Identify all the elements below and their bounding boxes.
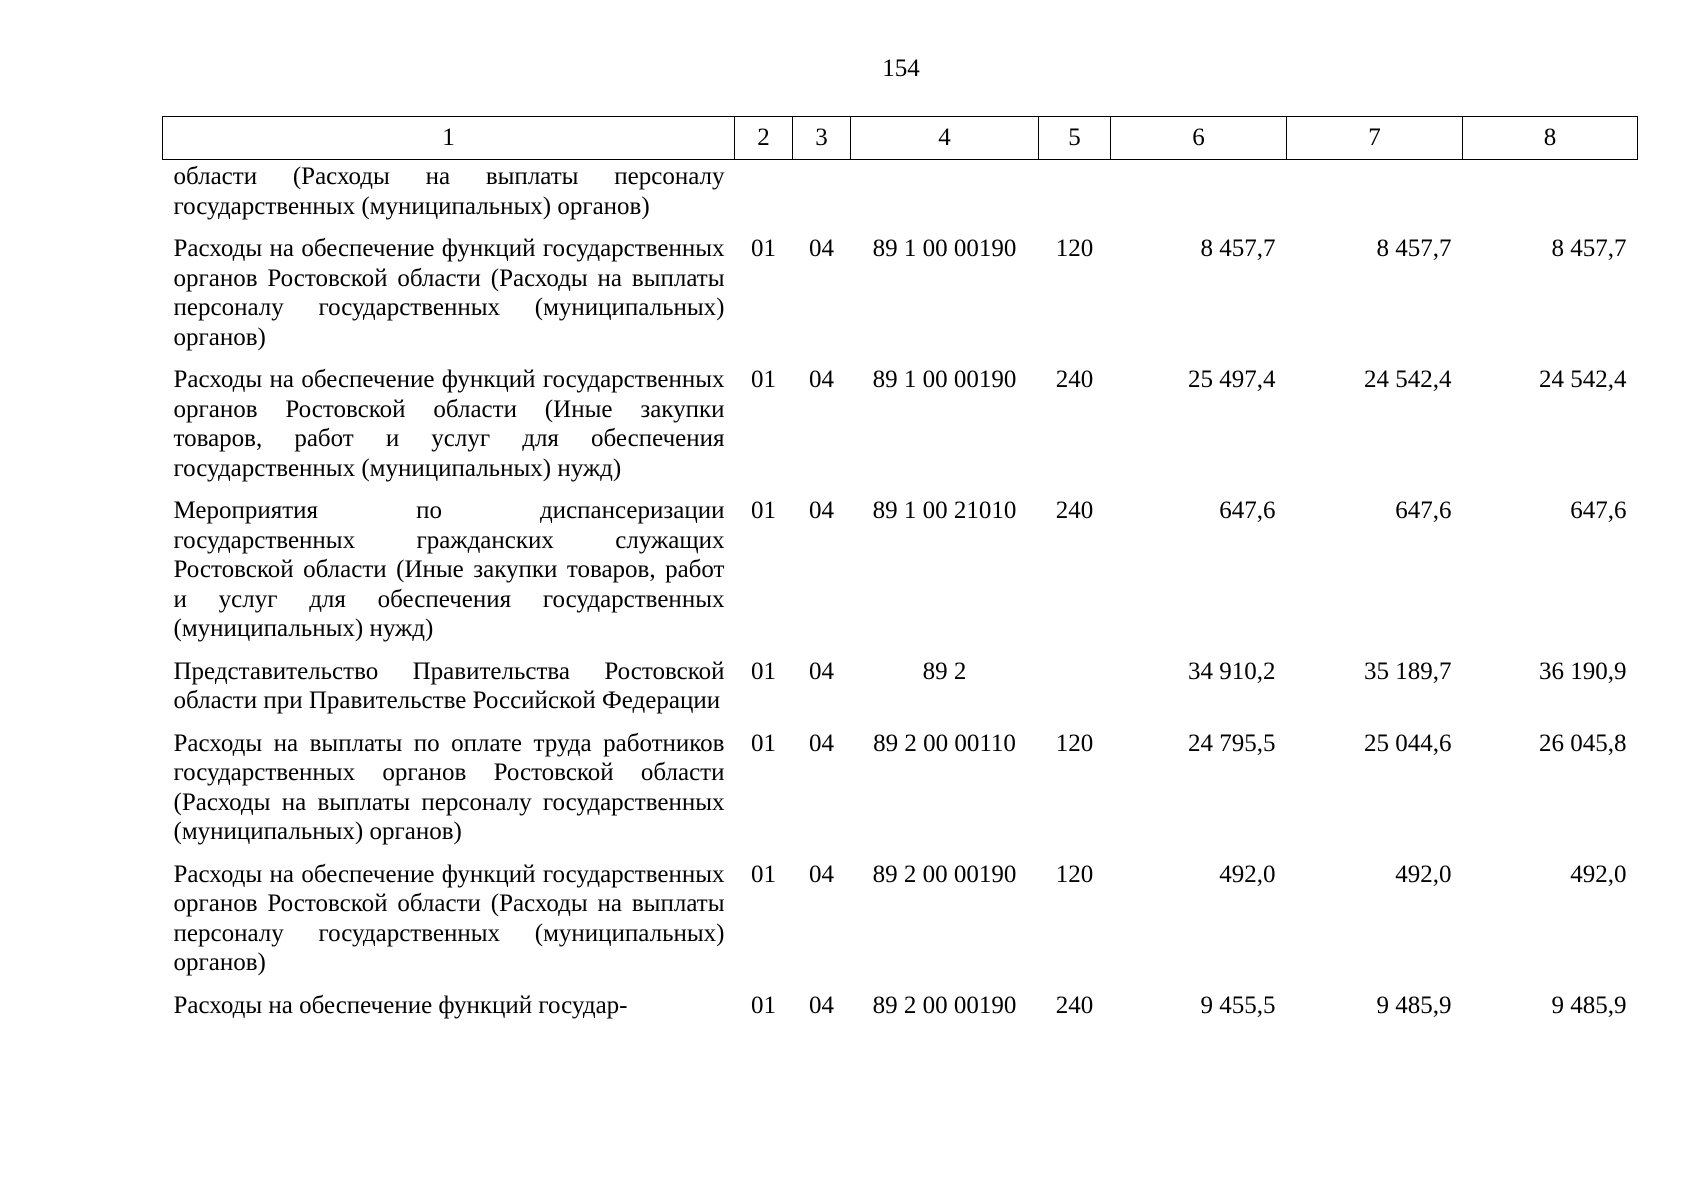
row-subsection: 04 [809, 497, 834, 524]
row-value-6: 492,0 [1219, 860, 1276, 888]
column-header-6: 6 [1111, 117, 1287, 160]
row-value-8: 647,6 [1570, 497, 1627, 524]
row-section: 01 [751, 657, 776, 685]
row-name: области (Расходы на выплаты персоналу государственных (муниципальных) органов) [173, 163, 725, 220]
table-row [163, 160, 1638, 235]
row-value-6: 25 497,4 [1188, 366, 1276, 393]
column-header-8: 8 [1463, 117, 1638, 160]
row-value-6: 647,6 [1219, 497, 1276, 524]
row-value-6: 24 795,5 [1188, 729, 1276, 757]
row-subsection: 04 [809, 235, 834, 262]
row-expense-type: 120 [1055, 235, 1094, 262]
row-target-article: 89 1 00 00190 [872, 366, 1017, 393]
row-expense-type: 120 [1055, 729, 1094, 757]
row-value-7: 25 044,6 [1364, 729, 1452, 757]
row-value-7: 24 542,4 [1364, 366, 1452, 393]
table-row [163, 496, 1638, 657]
row-value-8: 36 190,9 [1539, 657, 1627, 685]
row-value-8: 26 045,8 [1539, 729, 1627, 757]
column-header-2: 2 [735, 117, 793, 160]
row-name: Представительство Правительства Ростовской области при Правительстве Российской Федерации [173, 657, 725, 714]
row-name: Расходы на обеспечение функций государственных органов Ростовской области (Расходы на выплаты персоналу государственных (муниципальных) органов) [173, 235, 725, 351]
row-value-7: 647,6 [1395, 497, 1452, 524]
row-target-article: 89 2 00 00190 [872, 860, 1017, 888]
page-number: 154 [882, 55, 920, 82]
row-name: Расходы на обеспечение функций государственных органов Ростовской области (Расходы на выплаты персоналу государственных (муниципальных) органов) [173, 860, 725, 976]
row-section: 01 [751, 497, 776, 524]
row-section: 01 [751, 860, 776, 888]
row-value-7 [1287, 160, 1463, 235]
column-header-1: 1 [163, 117, 735, 160]
row-target-article: 89 2 00 00110 [873, 729, 1016, 757]
row-value-8 [1463, 160, 1638, 235]
column-header-3: 3 [793, 117, 851, 160]
row-subsection: 04 [809, 366, 834, 393]
row-subsection: 04 [809, 860, 834, 888]
row-value-6: 9 455,5 [1200, 991, 1276, 1019]
table-row [163, 657, 1638, 729]
row-section: 01 [751, 729, 776, 757]
table-row [163, 234, 1638, 365]
table-row [163, 860, 1638, 991]
row-name: Расходы на обеспечение функций государственных органов Ростовской области (Иные закупки товаров, работ и услуг для обеспечения государственных (муниципальных) нужд) [173, 366, 725, 482]
table-header-row [163, 117, 1638, 160]
row-subsection: 04 [809, 991, 834, 1019]
column-header-4: 4 [851, 117, 1039, 160]
row-value-8: 8 457,7 [1551, 235, 1627, 262]
row-value-6: 8 457,7 [1200, 235, 1276, 262]
row-name: Расходы на обеспечение функций государ- [173, 991, 628, 1019]
row-value-7: 35 189,7 [1364, 657, 1452, 685]
row-expense-type: 240 [1055, 366, 1094, 393]
column-header-7: 7 [1287, 117, 1463, 160]
row-value-6 [1111, 160, 1287, 235]
row-subsection [793, 160, 851, 235]
row-value-8: 24 542,4 [1539, 366, 1627, 393]
row-target-article: 89 1 00 21010 [872, 497, 1017, 524]
row-section [735, 160, 793, 235]
row-expense-type [1039, 657, 1111, 729]
row-name: Расходы на выплаты по оплате труда работников государственных органов Ростовской области (Расходы на выплаты персоналу государственных (муниципальных) органов) [173, 729, 725, 845]
row-target-article [851, 160, 1039, 235]
row-value-6: 34 910,2 [1188, 657, 1276, 685]
row-value-7: 9 485,9 [1376, 991, 1452, 1019]
row-value-8: 9 485,9 [1551, 991, 1627, 1019]
row-target-article: 89 1 00 00190 [872, 235, 1017, 262]
row-subsection: 04 [809, 729, 834, 757]
row-value-7: 8 457,7 [1376, 235, 1452, 262]
row-section: 01 [751, 991, 776, 1019]
row-value-7: 492,0 [1395, 860, 1452, 888]
row-section: 01 [751, 366, 776, 393]
row-expense-type: 240 [1055, 991, 1094, 1019]
row-expense-type: 240 [1055, 497, 1094, 524]
table-row [163, 729, 1638, 860]
column-header-5: 5 [1039, 117, 1111, 160]
table-row [163, 991, 1638, 1034]
row-expense-type [1039, 160, 1111, 235]
row-subsection: 04 [809, 657, 834, 685]
budget-table [162, 116, 1638, 1033]
row-target-article: 89 2 [922, 657, 967, 685]
row-section: 01 [751, 235, 776, 262]
row-expense-type: 120 [1055, 860, 1094, 888]
row-target-article: 89 2 00 00190 [872, 991, 1017, 1019]
table-row [163, 365, 1638, 496]
row-value-8: 492,0 [1570, 860, 1627, 888]
row-name: Мероприятия по диспансеризации государственных гражданских служащих Ростовской области (Иные закупки товаров, работ и услуг для обеспечения государственных (муниципальных) нужд) [173, 497, 725, 642]
